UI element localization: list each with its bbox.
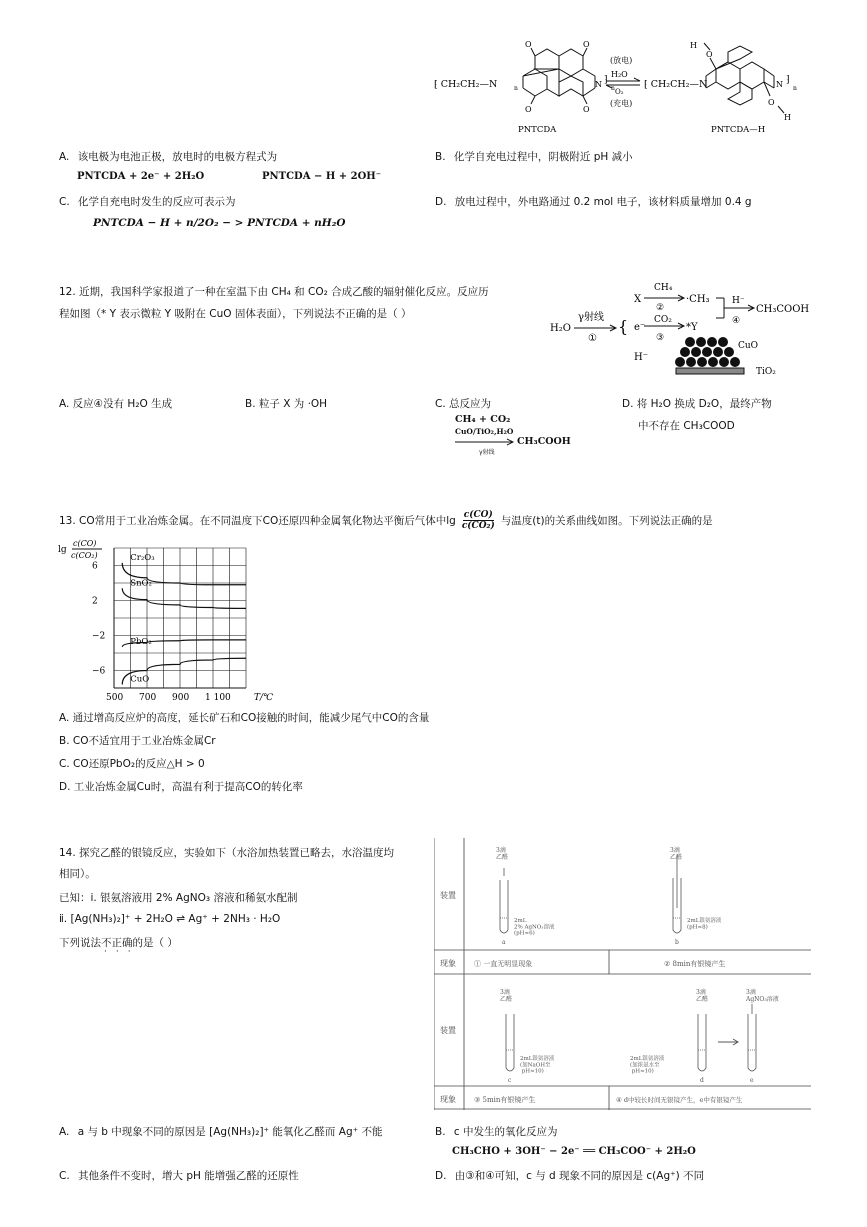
- q12-option-c-eq: [455, 414, 585, 469]
- q12-gamma: γ射线: [578, 312, 604, 323]
- q14-option-b-text: c 中发生的氧化反应为: [453, 1126, 558, 1138]
- label-pntcda: PNTCDA: [518, 125, 557, 135]
- label-pntcda-h: PNTCDA—H: [711, 125, 766, 135]
- q13-stem-post: 与温度(t)的关系曲线如图。下列说法正确的是: [500, 515, 713, 527]
- q13-ylabel-den: c(CO₂): [71, 551, 98, 560]
- q14-option-b-eq: CH₃CHO + 3OH⁻ − 2e⁻ ══ CH₃COO⁻ + 2H₂O: [452, 1146, 696, 1157]
- y-tick-label: 2: [92, 596, 98, 607]
- series-label: Cr₂O₃: [130, 552, 155, 563]
- q12-stem-line2: 程如图（* Y 表示微粒 Y 吸附在 CuO 固体表面），下列说法不正确的是（ ）: [59, 308, 412, 320]
- q11-option-c-text: 化学自充电时发生的反应可表示为: [78, 196, 236, 208]
- left-n-right: N: [595, 80, 602, 89]
- tube-e-letter: e: [750, 1077, 754, 1084]
- q11-diagram: [428, 38, 828, 138]
- q14-obs-4: ④ d中较长时间无银镜产生，e中有银镜产生: [616, 1096, 743, 1104]
- y-tick-label: 6: [92, 561, 98, 572]
- tube-a-bottom: 2mL 2% AgNO₃溶液(pH≈6): [514, 918, 555, 937]
- left-o-top-right: O: [583, 40, 590, 49]
- left-polymer-n: n: [514, 85, 518, 92]
- tube-d-letter: d: [700, 1077, 704, 1084]
- q12-e-minus: e⁻: [634, 322, 646, 333]
- q12-x: X: [634, 294, 642, 305]
- q14-option-a-label: A.: [59, 1126, 70, 1138]
- q13-chart-svg: [56, 536, 286, 706]
- tube-a-top: 3滴乙醛: [496, 847, 509, 861]
- q14-known-1: 已知：ⅰ. 银氨溶液用 2% AgNO₃ 溶液和稀氨水配制: [59, 892, 298, 904]
- q13-stem-pre: 13. CO常用于工业冶炼金属。在不同温度下CO还原四种金属氧化物达平衡后气体中lg: [59, 515, 456, 527]
- q12-option-c[interactable]: C. 总反应为: [435, 398, 492, 410]
- pntcda-structure-diagram: [428, 38, 828, 138]
- tio2-support-icon: [676, 368, 744, 374]
- q14-row3-label: 装置: [440, 1026, 456, 1035]
- q14-option-d-text: 由③和④可知，c 与 d 现象不同的原因是 c(Ag⁺) 不同: [454, 1170, 705, 1182]
- q12-ch4: CH₄: [654, 283, 673, 293]
- q11-option-a-eq-left: PNTCDA + 2e⁻ + 2H₂O: [77, 171, 205, 182]
- left-bracket-end: ⁆: [604, 75, 608, 85]
- q14-option-c[interactable]: [59, 1168, 299, 1183]
- q12-option-a[interactable]: A. 反应④没有 H₂O 生成: [59, 398, 173, 410]
- q12-diagram: [546, 276, 816, 386]
- q13-frac-den: c(CO₂): [461, 521, 495, 531]
- q13-option-d[interactable]: D. 工业冶炼金属Cu时，高温有利于提高CO的转化率: [59, 781, 303, 793]
- q13-ylabel-lg: lg: [58, 545, 67, 555]
- q14-row2-label: 现象: [440, 959, 456, 968]
- q14-option-d[interactable]: [435, 1168, 704, 1183]
- tube-c-letter: c: [508, 1077, 512, 1084]
- series-label: CuO: [130, 674, 150, 685]
- left-o-bottom-left: O: [525, 105, 532, 114]
- q12-h-minus-top: H⁻: [732, 296, 745, 306]
- x-axis-label: T/℃: [254, 693, 274, 703]
- q12-circle-4: ④: [732, 316, 741, 326]
- y-tick-label: −2: [92, 631, 106, 642]
- q12-h2o: H₂O: [550, 323, 571, 334]
- arrow-h2o-label: H₂O: [611, 70, 628, 79]
- y-tick-label: −6: [92, 666, 106, 677]
- q11-option-d-text: 放电过程中，外电路通过 0.2 mol 电子，该材料质量增加 0.4 g: [454, 196, 752, 208]
- q12-ch3cooh: CH₃COOH: [756, 304, 810, 315]
- q12-co2: CO₂: [654, 315, 672, 325]
- q12-ch3: ·CH₃: [686, 294, 710, 305]
- right-h-bottom: H: [784, 113, 791, 122]
- q11-option-b[interactable]: [435, 149, 633, 164]
- right-polymer-chain: ⁅ CH₂CH₂—N: [644, 79, 708, 90]
- tube-a-icon: [500, 868, 508, 933]
- q14-stem-line2: 相同）。: [59, 868, 96, 880]
- x-tick-label: 900: [172, 693, 190, 703]
- q12-option-c-eq-cond: CuO/TiO₂,H₂O: [455, 427, 514, 436]
- right-o-bottom: O: [768, 98, 775, 107]
- q13-fraction: [462, 510, 495, 531]
- tube-b-icon: [673, 856, 681, 933]
- tube-b-letter: b: [675, 939, 679, 946]
- series-line: [122, 588, 246, 608]
- q14-option-c-label: C.: [59, 1170, 70, 1182]
- q11-option-a-label: A.: [59, 151, 70, 163]
- q13-option-c[interactable]: C. CO还原PbO₂的反应△H > 0: [59, 758, 205, 770]
- q12-star-y: *Y: [686, 322, 698, 333]
- q14-option-d-label: D.: [435, 1170, 447, 1182]
- q11-option-a-eq-right: PNTCDA − H + 2OH⁻: [262, 171, 382, 182]
- q14-table-svg: [434, 838, 811, 1110]
- tube-d-top: 3滴乙醛: [696, 989, 709, 1003]
- q14-question: 下列说法不正确的是（ ）: [59, 937, 178, 949]
- x-tick-label: 500: [106, 693, 124, 703]
- q12-circle-3: ③: [656, 333, 665, 343]
- tube-d-bottom: 2mL银氨溶液(加浓氨水至 pH≈10): [630, 1056, 665, 1075]
- q13-chart: [56, 536, 286, 706]
- q12-stem-line1: 12. 近期，我国科学家报道了一种在室温下由 CH₄ 和 CO₂ 合成乙酸的辐射催化反应。反应历: [59, 286, 489, 298]
- q12-option-b[interactable]: B. 粒子 X 为 ·OH: [245, 398, 328, 410]
- q13-option-a[interactable]: A. 通过增高反应炉的高度，延长矿石和CO接触的时间，能减少尾气中CO的含量: [59, 712, 430, 724]
- q12-option-d-line1[interactable]: D. 将 H₂O 换成 D₂O，最终产物: [622, 398, 772, 410]
- series-label: PbO₂: [130, 636, 152, 647]
- q11-option-a[interactable]: [59, 149, 277, 164]
- q12-option-c-eq-top: CH₄ + CO₂: [455, 414, 511, 425]
- q14-obs-2: ② 8min有银镜产生: [664, 960, 726, 968]
- q12-cuo: CuO: [738, 341, 759, 351]
- q14-obs-3: ③ 5min有银镜产生: [474, 1096, 536, 1104]
- q14-obs-1: ① 一直无明显现象: [474, 960, 533, 968]
- q14-option-b[interactable]: [435, 1124, 558, 1139]
- q13-stem: [59, 510, 713, 531]
- q14-option-a-text: a 与 b 中现象不同的原因是 [Ag(NH₃)₂]⁺ 能氧化乙醛而 Ag⁺ 不能: [77, 1126, 383, 1138]
- left-polymer-chain: ⁅ CH₂CH₂—N: [434, 79, 498, 90]
- tube-e-icon: [748, 1004, 756, 1071]
- tube-e-top: 3滴 AgNO₃溶液: [746, 989, 779, 1003]
- q12-option-c-eq-under: γ射线: [479, 449, 495, 456]
- q11-option-c-label: C.: [59, 196, 70, 208]
- q14-stem-line1: 14. 探究乙醛的银镜反应，实验如下（水浴加热装置已略去，水浴温度均: [59, 847, 395, 859]
- q11-option-d-label: D.: [435, 196, 447, 208]
- q12-option-c-eq-product: CH₃COOH: [517, 436, 571, 447]
- q14-row1-label: 装置: [440, 891, 456, 900]
- q14-option-b-label: B.: [435, 1126, 446, 1138]
- q14-option-a[interactable]: [59, 1124, 382, 1139]
- tube-b-bottom: 2mL银氨溶液(pH≈8): [687, 918, 722, 931]
- tube-c-icon: [506, 1014, 514, 1071]
- tube-d-icon: [698, 1014, 706, 1071]
- right-o-top: O: [706, 50, 713, 59]
- right-n: N: [776, 80, 783, 89]
- q13-option-b[interactable]: B. CO不适宜用于工业冶炼金属Cr: [59, 735, 216, 747]
- q11-option-c[interactable]: [59, 194, 236, 209]
- tube-c-bottom: 2mL银氨溶液(加NaOH至 pH≈10): [520, 1056, 555, 1075]
- q14-row4-label: 现象: [440, 1095, 456, 1104]
- q12-brace: {: [618, 317, 629, 336]
- arrow-o2-label: O₂: [615, 88, 624, 96]
- q14-option-c-text: 其他条件不变时，增大 pH 能增强乙醛的还原性: [78, 1170, 299, 1182]
- q11-option-b-text: 化学自充电过程中，阴极附近 pH 减小: [453, 151, 633, 163]
- q11-option-b-label: B.: [435, 151, 446, 163]
- q12-option-d-line2: 中不存在 CH₃COOD: [638, 420, 735, 432]
- tube-b-top: 3滴乙醛: [670, 847, 683, 861]
- right-h-top: H: [690, 41, 697, 50]
- q14-emphasis-dots: ···: [104, 947, 140, 957]
- tube-c-top: 3滴乙醛: [500, 989, 513, 1003]
- x-tick-label: 700: [139, 693, 157, 703]
- left-o-top-left: O: [525, 40, 532, 49]
- q11-option-c-eq: PNTCDA − H + n/2O₂ − > PNTCDA + nH₂O: [93, 217, 346, 229]
- tube-a-letter: a: [502, 939, 506, 946]
- q12-tio2: TiO₂: [756, 367, 776, 377]
- right-n-sub: n: [793, 85, 797, 92]
- cuo-particles-icon: [675, 337, 740, 367]
- series-label: SnO₂: [130, 578, 152, 589]
- q12-option-c-arrow-icon: [455, 437, 515, 447]
- q12-circle-1: ①: [588, 333, 597, 344]
- arrow-discharge-label: (放电): [610, 56, 633, 65]
- q12-circle-2: ②: [656, 303, 665, 313]
- left-pntcda-core: [523, 48, 595, 104]
- left-o-bottom-right: O: [583, 105, 590, 114]
- q13-frac-num: c(CO): [463, 510, 493, 520]
- q14-known-2: ⅱ. [Ag(NH₃)₂]⁺ + 2H₂O ⇌ Ag⁺ + 2NH₃ · H₂O: [59, 913, 281, 925]
- x-tick-label: 1 100: [205, 693, 231, 703]
- left-n-sub-2: n: [611, 85, 615, 92]
- q13-ylabel-num: c(CO): [73, 539, 97, 548]
- right-bracket-end: ⁆: [786, 75, 790, 85]
- q14-experiment-table: [434, 838, 811, 1110]
- arrow-charge-label: (充电): [610, 99, 633, 108]
- q11-option-a-text: 该电极为电池正极，放电时的电极方程式为: [77, 151, 278, 163]
- q12-reaction-diagram: [546, 276, 816, 386]
- q11-option-d[interactable]: [435, 194, 752, 209]
- q12-h-minus-bottom: H⁻: [634, 352, 648, 363]
